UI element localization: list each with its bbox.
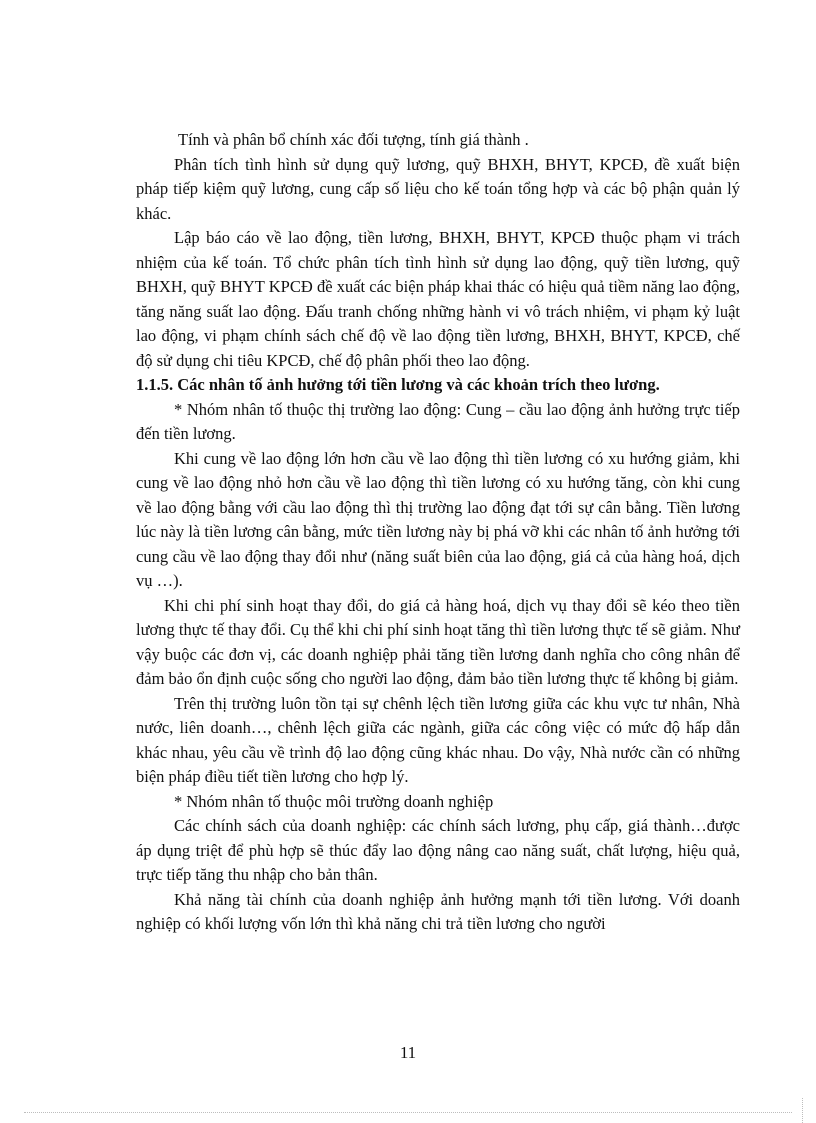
- paragraph-financial-capacity: Khả năng tài chính của doanh nghiệp ảnh hưởng mạnh tới tiền lương. Với doanh nghiệp có khối lượng vốn lớn thì khả năng chi trả tiền lương cho người: [136, 889, 740, 933]
- paragraph-supply-demand: Khi cung về lao động lớn hơn cầu về lao động thì tiền lương có xu hướng giảm, khi cung về lao động nhỏ hơn cầu về lao động thì tiền lương có xu hướng tăng, còn khi cung về lao động bằng với cầu lao động thì thị trường lao động đạt tới sự cân bằng. Tiền lương lúc này là tiền lương cân bằng, mức tiền lương này bị phá vỡ khi các nhân tố ảnh hưởng tới cung cầu về lao động thay đổi như (năng suất biên của lao động, giá cả của hàng hoá, dịch vụ …).: [136, 448, 740, 590]
- page-bottom-divider: [24, 1112, 792, 1113]
- paragraph-enterprise-policies: Các chính sách của doanh nghiệp: các chính sách lương, phụ cấp, giá thành…được áp dụng triệt để phù hợp sẽ thúc đẩy lao động nâng cao năng suất, chất lượng, hiệu quả, trực tiếp tăng thu nhập cho bản thân.: [136, 816, 740, 884]
- paragraph-cost-allocation: Tính và phân bổ chính xác đối tượng, tính giá thành .: [178, 130, 529, 149]
- paragraph-labor-market-group: * Nhóm nhân tố thuộc thị trường lao động: Cung – cầu lao động ảnh hưởng trực tiếp đến tiền lương.: [136, 399, 740, 443]
- paragraph-wage-differences: Trên thị trường luôn tồn tại sự chênh lệch tiền lương giữa các khu vực tư nhân, Nhà nước, liên doanh…, chênh lệch giữa các ngành, giữa các công việc có mức độ hấp dẫn khác nhau, yêu cầu về trình độ lao động cũng khác nhau. Do vậy, Nhà nước cần có những biện pháp điều tiết tiền lương cho hợp lý.: [136, 693, 740, 786]
- page-corner-divider: [802, 1098, 803, 1123]
- page-number: 11: [399, 1043, 417, 1062]
- document-body: [136, 128, 740, 937]
- paragraph-fund-analysis: Phân tích tình hình sử dụng quỹ lương, quỹ BHXH, BHYT, KPCĐ, đề xuất biện pháp tiếp kiệm quỹ lương, cung cấp số liệu cho kế toán tổng hợp và các bộ phận quản lý khác.: [136, 154, 740, 223]
- paragraph-reporting: Lập báo cáo về lao động, tiền lương, BHXH, BHYT, KPCĐ thuộc phạm vi trách nhiệm của kế toán. Tổ chức phân tích tình hình sử dụng lao động, quỹ tiền lương, quỹ BHXH, quỹ BHYT KPCĐ đề xuất các biện pháp khai thác có hiệu quả tiềm năng lao động, tăng năng suất lao động. Đấu tranh chống những hành vi vô trách nhiệm, vi phạm kỷ luật lao động, vi phạm chính sách chế độ về lao động tiền lương, BHXH, BHYT, KPCĐ, chế độ sử dụng chi tiêu KPCĐ, chế độ phân phối theo lao động.: [136, 228, 740, 370]
- section-heading: 1.1.5. Các nhân tố ảnh hưởng tới tiền lương và các khoản trích theo lương.: [136, 375, 660, 394]
- paragraph-enterprise-group: * Nhóm nhân tố thuộc môi trường doanh nghiệp: [174, 791, 494, 811]
- paragraph-cost-of-living: Khi chi phí sinh hoạt thay đổi, do giá cả hàng hoá, dịch vụ thay đổi sẽ kéo theo tiền lương thực tế thay đổi. Cụ thể khi chi phí sinh hoạt tăng thì tiền lương thực tế sẽ giảm. Như vậy buộc các đơn vị, các doanh nghiệp phải tăng tiền lương danh nghĩa cho công nhân để đảm bảo ổn định cuộc sống cho người lao động, đảm bảo tiền lương thực tế không bị giảm.: [136, 595, 740, 688]
